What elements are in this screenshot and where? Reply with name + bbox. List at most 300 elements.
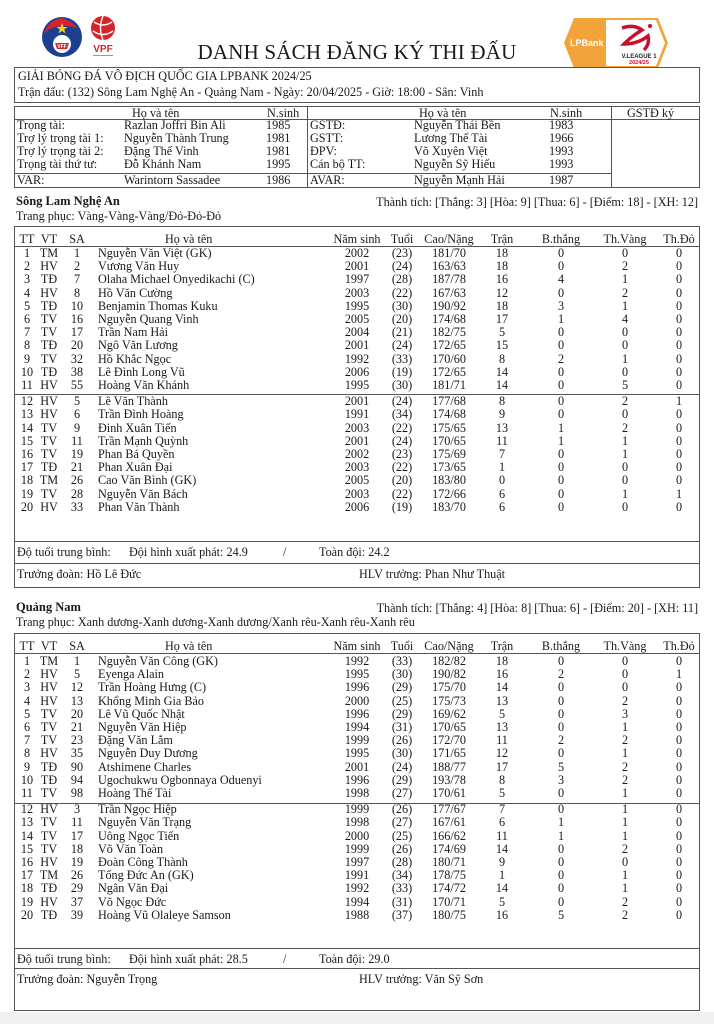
height-weight: 174/72 [432,881,466,896]
official-birth: 1995 [266,157,291,171]
table-row [15,787,699,799]
red-cards: 0 [675,894,683,909]
row-number: 4 [23,285,31,300]
birth-year: 1992 [344,881,370,896]
column-header-height-weight: Cao/Nặng [424,232,474,246]
row-number: 14 [20,828,34,843]
yellow-cards: 1 [621,447,629,461]
birth-year: 2006 [344,499,370,514]
position: TM [39,654,59,668]
height-weight: 182/75 [432,325,466,340]
goals: 4 [557,272,565,287]
shirt-number: 9 [73,420,81,435]
yellow-cards: 1 [621,272,629,287]
official-role: VAR: [17,173,45,187]
matches: 7 [498,447,506,461]
age: (22) [391,486,413,501]
official-name: Razlan Joffri Bin Ali [124,118,226,132]
birth-year: 2001 [344,759,370,774]
staff-row [15,973,699,985]
row-number: 3 [23,680,31,695]
position: TV [40,828,58,843]
player-name: Khổng Minh Gia Bảo [98,693,204,708]
position: HV [40,378,58,392]
table-row [15,747,699,759]
player-name: Phan Bá Quyền [98,447,175,461]
matches: 5 [498,894,506,909]
yellow-cards: 1 [621,351,629,366]
age: (33) [391,881,413,896]
red-cards: 0 [675,841,683,856]
position: HV [40,407,58,422]
player-table [14,633,700,1011]
table-row [15,326,699,338]
head-coach: HLV trưởng: Phan Như Thuật [359,567,506,581]
red-cards: 0 [675,802,683,817]
red-cards: 0 [675,772,683,787]
goals: 0 [557,720,565,734]
goals: 0 [557,460,565,475]
height-weight: 167/61 [432,815,466,830]
match-header [14,67,700,103]
matches: 9 [498,855,506,869]
table-row [15,435,699,447]
page-title: DANH SÁCH ĐĂNG KÝ THI ĐẤU [197,40,517,64]
row-number: 9 [23,759,31,774]
matches: 18 [495,298,509,313]
shirt-number: 18 [70,841,84,856]
yellow-cards: 2 [621,733,629,748]
position: TV [40,733,58,748]
red-cards: 0 [675,654,683,668]
player-name: Lê Đình Long Vũ [98,364,185,379]
birth-year: 1992 [344,654,370,668]
red-cards: 0 [675,364,683,379]
player-name: Nguyễn Quang Vinh [98,312,199,326]
official-birth: 1985 [266,118,291,132]
player-name: Trần Nam Hải [98,325,168,340]
matches: 13 [495,420,509,435]
birth-year: 2001 [344,433,370,448]
table-row [15,260,699,272]
age: (24) [391,433,413,448]
age: (23) [391,246,413,260]
birth-year: 2001 [344,259,370,274]
column-header-age: Tuổi [390,232,414,246]
player-name: Nguyễn Văn Bách [98,486,188,501]
official-role: GSTĐ: [310,118,346,132]
birth-year: 2001 [344,394,370,409]
birth-year: 2005 [344,312,370,326]
shirt-number: 3 [73,802,81,817]
matches: 11 [496,433,508,448]
red-cards: 0 [675,460,683,475]
player-name: Atshimene Charles [98,759,192,774]
table-row [15,843,699,855]
row-number: 6 [23,720,31,734]
age: (29) [391,680,413,695]
average-age-row [15,953,699,965]
birth-year: 2005 [344,473,370,488]
team-manager: Trưởng đoàn: Hồ Lê Đức [17,567,142,581]
birth-year: 1995 [344,746,370,761]
matches: 14 [495,841,509,856]
red-cards: 0 [675,868,683,883]
shirt-number: 2 [73,259,81,274]
team-record: Thành tích: [Thắng: 3] [Hòa: 9] [Thua: 6] - [Điểm: 18] - [XH: 12] [376,195,698,209]
age: (33) [391,351,413,366]
age: (30) [391,746,413,761]
row-number: 10 [20,772,34,787]
matches: 5 [498,706,506,721]
height-weight: 171/65 [432,746,466,761]
red-cards: 0 [675,312,683,326]
table-row [15,681,699,693]
shirt-number: 1 [73,654,81,668]
column-header-position: VT [40,232,58,246]
birth-year: 1996 [344,706,370,721]
row-number: 6 [23,312,31,326]
red-cards: 0 [675,473,683,488]
table-row [15,909,699,921]
official-birth: 1983 [549,118,574,132]
table-row [15,856,699,868]
header-birth: N.sinh [267,106,300,120]
height-weight: 181/71 [432,378,466,392]
player-name: Hồ Khắc Ngọc [98,351,172,366]
birth-year: 2003 [344,460,370,475]
goals: 0 [557,486,565,501]
age: (26) [391,802,413,817]
matches: 0 [498,473,506,488]
column-header-player-name: Họ và tên [165,232,213,246]
matches: 16 [495,907,509,922]
goals: 0 [557,802,565,817]
goals: 0 [557,841,565,856]
goals: 1 [557,828,565,843]
goals: 0 [557,338,565,353]
shirt-number: 55 [70,378,84,392]
column-header-position: VT [40,639,58,653]
matches: 18 [495,654,509,668]
official-role: Trợ lý trọng tài 1: [17,131,104,145]
matches: 15 [495,338,509,353]
age: (31) [391,894,413,909]
age: (21) [391,325,413,340]
yellow-cards: 2 [621,772,629,787]
position: TM [39,473,59,488]
row-number: 17 [20,460,34,475]
red-cards: 0 [675,720,683,734]
goals: 1 [557,815,565,830]
age: (26) [391,841,413,856]
shirt-number: 35 [70,746,84,761]
position: HV [40,680,58,695]
table-row [15,501,699,513]
shirt-number: 21 [70,720,84,734]
matches: 13 [495,693,509,708]
row-number: 13 [20,407,34,422]
birth-year: 2002 [344,246,370,260]
birth-year: 2003 [344,285,370,300]
goals: 0 [557,285,565,300]
yellow-cards: 2 [621,259,629,274]
matches: 16 [495,272,509,287]
height-weight: 177/67 [432,802,466,817]
player-name: Trần Hoàng Hưng (C) [98,680,207,695]
birth-year: 1995 [344,378,370,392]
goals: 0 [557,746,565,761]
goals: 0 [557,407,565,422]
position: TV [40,720,58,734]
svg-text:VPF: VPF [93,44,113,55]
position: TĐ [40,460,58,475]
position: TM [39,246,59,260]
yellow-cards: 0 [621,667,629,682]
yellow-cards: 2 [621,894,629,909]
player-name: Phan Văn Thành [98,499,180,514]
age: (23) [391,447,413,461]
position: TĐ [40,272,58,287]
red-cards: 0 [675,407,683,422]
row-number: 10 [20,364,34,379]
red-cards: 0 [675,881,683,896]
team-record: Thành tích: [Thắng: 4] [Hòa: 8] [Thua: 6] - [Điểm: 20] - [XH: 11] [376,601,698,615]
shirt-number: 1 [73,246,81,260]
table-row [15,803,699,815]
table-row [15,882,699,894]
official-birth: 1993 [549,144,574,158]
age: (24) [391,338,413,353]
position: TV [40,815,58,830]
column-header-player-name: Họ và tên [165,639,213,653]
height-weight: 167/63 [432,285,466,300]
height-weight: 177/68 [432,394,466,409]
goals: 0 [557,325,565,340]
age: (24) [391,759,413,774]
birth-year: 2001 [344,338,370,353]
age: (31) [391,720,413,734]
red-cards: 0 [675,680,683,695]
matches: 6 [498,499,506,514]
column-header-red-cards: Th.Đỏ [663,639,695,653]
yellow-cards: 4 [621,312,629,326]
goals: 2 [557,351,565,366]
red-cards: 0 [675,259,683,274]
official-role: AVAR: [310,173,345,187]
shirt-number: 17 [70,828,84,843]
column-header-goals: B.thắng [541,232,581,246]
goals: 0 [557,868,565,883]
table-row [15,422,699,434]
red-cards: 0 [675,907,683,922]
table-row [15,287,699,299]
official-birth: 1987 [549,173,574,187]
age: (20) [391,473,413,488]
goals: 3 [557,298,565,313]
table-row [15,774,699,786]
position: TV [40,486,58,501]
birth-year: 2000 [344,693,370,708]
goals: 0 [557,394,565,409]
position: HV [40,894,58,909]
player-name: Nguyễn Văn Công (GK) [98,654,218,668]
official-role: Cán bộ TT: [310,157,366,171]
player-name: Ugochukwu Ogbonnaya Oduenyi [98,772,262,787]
matches: 18 [495,259,509,274]
row-number: 5 [23,298,31,313]
table-row [15,313,699,325]
height-weight: 163/63 [432,259,466,274]
goals: 2 [557,667,565,682]
row-number: 17 [20,868,34,883]
red-cards: 0 [675,706,683,721]
goals: 1 [557,433,565,448]
shirt-number: 19 [70,447,84,461]
age: (29) [391,706,413,721]
table-row [15,708,699,720]
yellow-cards: 1 [621,746,629,761]
row-number: 14 [20,420,34,435]
player-name: Ngân Văn Đại [98,881,169,896]
player-name: Benjamin Thomas Kuku [98,298,218,313]
table-row [15,408,699,420]
row-number: 1 [23,654,31,668]
avg-age-team: Toàn đội: 29.0 [319,952,390,966]
player-name: Trần Ngọc Hiệp [98,802,177,817]
row-number: 20 [20,907,34,922]
red-cards: 0 [675,420,683,435]
yellow-cards: 0 [621,680,629,695]
goals: 0 [557,378,565,392]
matches: 14 [495,364,509,379]
yellow-cards: 2 [621,285,629,300]
match-info: Trận đấu: (132) Sông Lam Nghệ An - Quảng Nam - Ngày: 20/04/2025 - Giờ: 18:00 - Sân: Vinh [18,85,484,99]
shirt-number: 8 [73,285,81,300]
height-weight: 174/68 [432,312,466,326]
red-cards: 0 [675,272,683,287]
age: (34) [391,868,413,883]
official-birth: 1986 [266,173,291,187]
position: TĐ [40,298,58,313]
age: (25) [391,828,413,843]
goals: 3 [557,772,565,787]
row-number: 15 [20,433,34,448]
shirt-number: 38 [70,364,84,379]
matches: 14 [495,881,509,896]
yellow-cards: 1 [621,815,629,830]
goals: 0 [557,855,565,869]
shirt-number: 90 [70,759,84,774]
official-name: Nguyễn Sỹ Hiếu [414,157,496,171]
table-row [15,273,699,285]
height-weight: 174/69 [432,841,466,856]
matches: 8 [498,351,506,366]
height-weight: 181/70 [432,246,466,260]
age: (19) [391,499,413,514]
birth-year: 1994 [344,720,370,734]
row-number: 5 [23,706,31,721]
official-role: Trợ lý trọng tài 2: [17,144,104,158]
height-weight: 175/73 [432,693,466,708]
goals: 0 [557,447,565,461]
yellow-cards: 1 [621,433,629,448]
column-header-matches: Trận [490,639,514,653]
column-header-row-number: TT [19,232,35,246]
yellow-cards: 1 [621,786,629,800]
yellow-cards: 1 [621,881,629,896]
row-number: 18 [20,473,34,488]
yellow-cards: 2 [621,907,629,922]
player-name: Hoàng Vũ Olaleye Samson [98,907,231,922]
red-cards: 0 [675,746,683,761]
matches: 1 [498,460,506,475]
table-header-row [15,640,699,652]
column-header-matches: Trận [490,232,514,246]
height-weight: 172/65 [432,364,466,379]
shirt-number: 26 [70,473,84,488]
goals: 0 [557,654,565,668]
table-row [15,830,699,842]
official-name: Warintorn Sassadee [124,173,221,187]
table-row [15,300,699,312]
team-name: Sông Lam Nghệ An [16,194,120,208]
red-cards: 0 [675,351,683,366]
birth-year: 1995 [344,298,370,313]
table-row [15,896,699,908]
goals: 0 [557,881,565,896]
red-cards: 0 [675,325,683,340]
birth-year: 2003 [344,486,370,501]
matches: 12 [495,285,509,300]
age: (19) [391,364,413,379]
goals: 0 [557,786,565,800]
position: HV [40,499,58,514]
player-name: Uông Ngọc Tiến [98,828,180,843]
shirt-number: 98 [70,786,84,800]
header-name: Họ và tên [132,106,180,120]
birth-year: 2000 [344,828,370,843]
birth-year: 1999 [344,733,370,748]
yellow-cards: 5 [621,378,629,392]
header-sign: GSTĐ ký [627,106,675,120]
shirt-number: 37 [70,894,84,909]
height-weight: 174/68 [432,407,466,422]
goals: 0 [557,680,565,695]
red-cards: 0 [675,433,683,448]
yellow-cards: 0 [621,325,629,340]
head-coach: HLV trưởng: Văn Sỹ Sơn [359,972,484,986]
yellow-cards: 0 [621,499,629,514]
matches: 6 [498,815,506,830]
player-name: Nguyễn Văn Việt (GK) [98,246,212,260]
goals: 2 [557,733,565,748]
red-cards: 0 [675,338,683,353]
row-number: 19 [20,894,34,909]
player-name: Hồ Văn Cường [98,285,173,300]
matches: 16 [495,667,509,682]
column-header-height-weight: Cao/Nặng [424,639,474,653]
age: (28) [391,272,413,287]
average-age-row [15,546,699,558]
position: TV [40,433,58,448]
officials-rows [14,106,700,188]
yellow-cards: 1 [621,802,629,817]
goals: 0 [557,894,565,909]
team-kit: Trang phục: Xanh dương-Xanh dương-Xanh dương/Xanh rêu-Xanh rêu-Xanh rêu [16,615,415,629]
red-cards: 0 [675,246,683,260]
yellow-cards: 2 [621,693,629,708]
